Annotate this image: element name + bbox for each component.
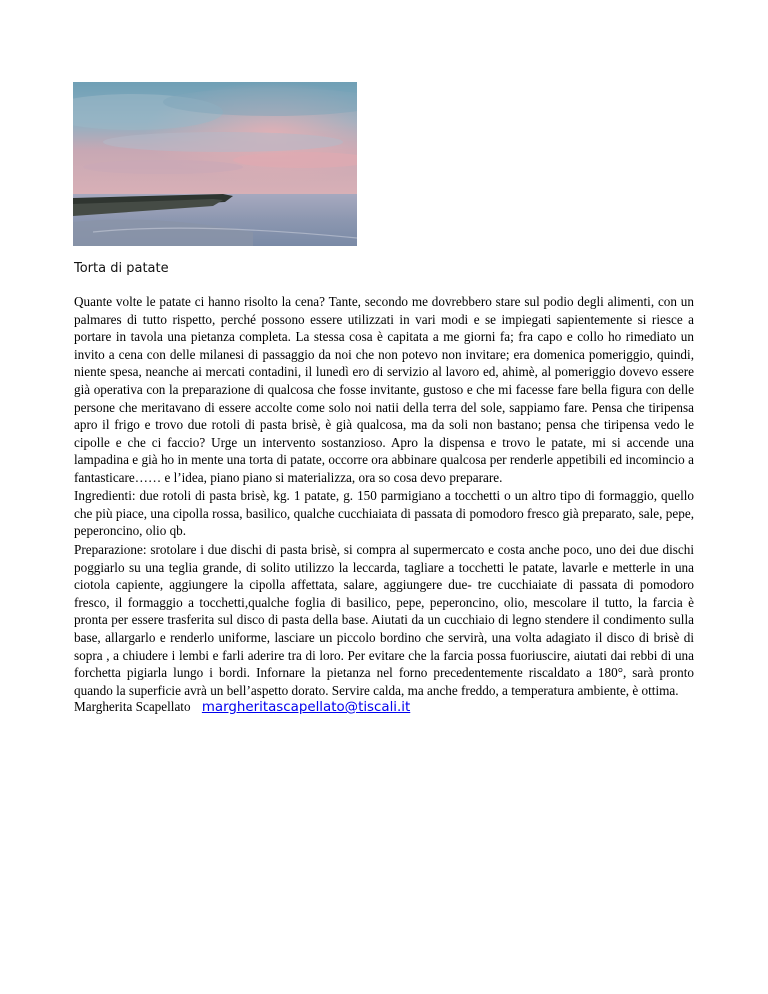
author-email-link[interactable]: margheritascapellato@tiscali.it	[201, 700, 411, 715]
signature-line	[74, 698, 410, 717]
author-name: Margherita Scapellato	[74, 699, 191, 714]
ingredients-paragraph: Ingredienti: due rotoli di pasta brisè, kg. 1 patate, g. 150 parmigiano a tocchetti o un altro tipo di formaggio, quello che più piace, una cipolla rossa, basilico, qualche cucchiaiata di passata di pomodoro fresco già preparato, sale, pepe, peperoncino, olio qb.	[74, 488, 694, 539]
preparation-paragraph: Preparazione: srotolare i due dischi di pasta brisè, si compra al supermercato e costa anche poco, uno dei due dischi poggiarlo su una teglia grande, di solito utilizzo la leccarda, tagliare a tocchetti le patate, lavarle e metterle in una ciotola capiente, aggiungere la cipolla affettata, salare, aggiungere due- tre cucchiaiate di passata di pomodoro fresco, il formaggio a tocchetti,qualche foglia di basilico, pepe, peperoncino, olio, mescolare il tutto, la farcia è pronta per essere trasferita sul disco di pasta della base. Aiutati da un cucchiaio di legno stendere il condimento sulla base, allargarlo e renderlo uniforme, lasciare un piccolo bordino che servirà, una volta adagiato il disco di brisè di sopra , a chiudere i lembi e farli aderire tra di loro. Per evitare che la farcia possa fuoriuscire, aiutati dai rebbi di una forchetta pigiarla lungo i bordi. Infornare la pietanza nel forno precedentemente riscaldato a 180°, sarà pronto quando la superficie avrà un bell’aspetto dorato. Servire calda, ma anche freddo, a temperatura ambiente, è ottima.	[74, 542, 694, 698]
intro-paragraph: Quante volte le patate ci hanno risolto la cena? Tante, secondo me dovrebbero stare sul podio degli alimenti, con un palmares di tutto rispetto, perché possono essere utilizzati in vari modi e se impiegati sapientemente si riesce a portare in tavola una pietanza completa. La stessa cosa è capitata a me giorni fa; fra capo e collo ho rimediato un invito a cena con delle milanesi di passaggio da noi che non potevo non invitare; era domenica pomeriggio, quindi, niente spesa, neanche ai mercati contadini, il lunedì ero di servizio al lavoro ed, ahimè, al pomeriggio dovevo essere già operativa con la preparazione di qualcosa che fosse invitante, gustoso e che mi facesse fare bella figura con delle persone che meritavano di essere accolte come solo noi natii della terra del sole, sappiamo fare. Pensa che tiripensa apro il frigo e trovo due rotoli di pasta brisè, è già qualcosa, ma da soli non bastano; pensa che tiripensa vedo le cipolle e che ci faccio? Urge un intervento sostanzioso. Apro la dispensa e trovo le patate, mi si accende una lampadina e già ho in mente una torta di patate, occorre ora abbinare qualcosa per renderle appetibili ed incomincio a fantasticare…… e l’idea, piano piano si materializza, ora so cosa devo preparare.	[74, 294, 694, 485]
seascape-photo	[73, 82, 357, 246]
article-title: Torta di patate	[74, 261, 169, 276]
